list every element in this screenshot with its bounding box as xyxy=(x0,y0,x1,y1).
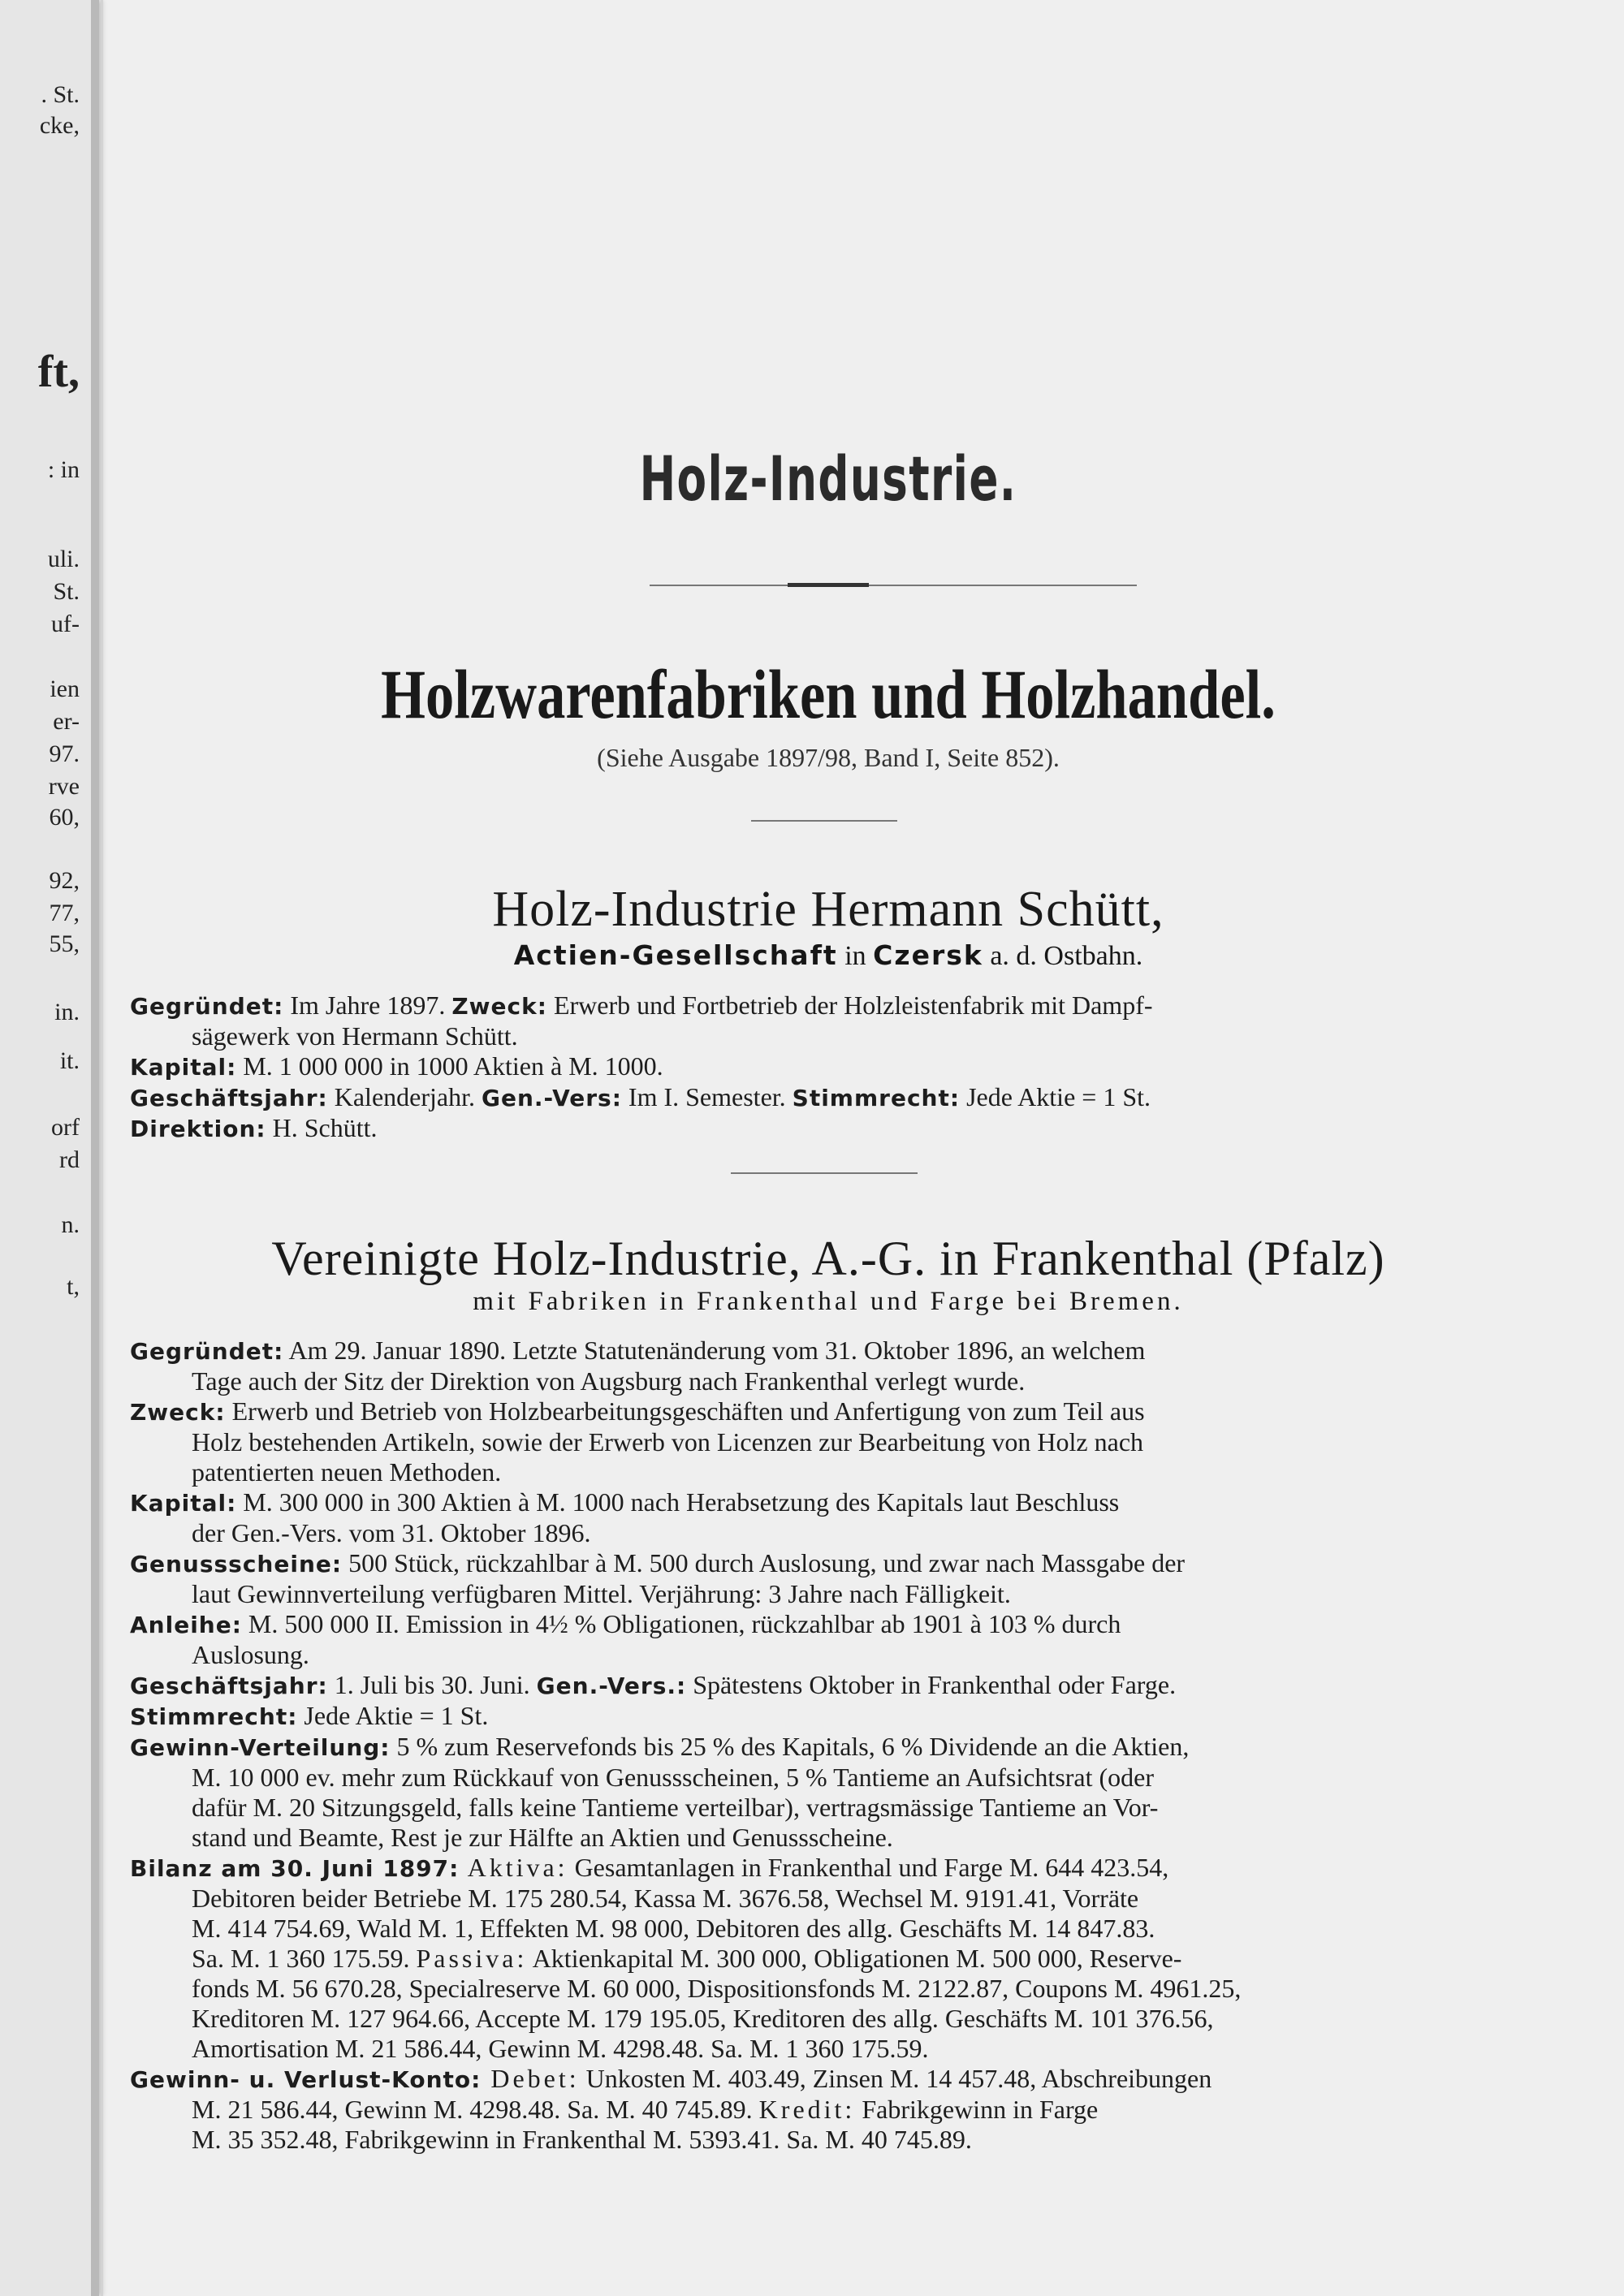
bond-label: Anleihe: xyxy=(130,1612,242,1638)
prev-page-fragment: rve xyxy=(48,773,80,800)
company2-line: Holz bestehenden Artikeln, sowie der Erwerb von Licenzen zur Bearbeitung von Holz nach xyxy=(192,1427,1144,1457)
company2-entries xyxy=(130,1336,1527,2155)
debit-total: M. 21 586.44, Gewinn M. 4298.48. Sa. M. 40 745.89. xyxy=(192,2095,759,2124)
company2-line xyxy=(130,1944,1527,1974)
general-meeting-label: Gen.-Vers: xyxy=(481,1085,622,1111)
profit-loss-label: Gewinn- u. Verlust-Konto: xyxy=(130,2066,482,2093)
prev-page-fragment: 92, xyxy=(49,867,80,894)
founded-text: Am 29. Januar 1890. Letzte Statutenänderung vom 31. Oktober 1896, an welchem xyxy=(283,1336,1146,1365)
prev-page-fragment: in. xyxy=(54,999,80,1025)
title-rule xyxy=(650,585,1137,586)
section-title: Holzwarenfabriken und Holzhandel. xyxy=(381,655,1276,733)
debit-label: Debet: xyxy=(481,2064,580,2093)
company1-subtitle xyxy=(130,939,1527,972)
company2-line xyxy=(130,1548,1527,1579)
prev-page-fragment: . St. xyxy=(41,81,80,108)
company1-line xyxy=(130,1113,1527,1144)
voting-right-text: Jede Aktie = 1 St. xyxy=(297,1701,489,1730)
purpose-text: Erwerb und Fortbetrieb der Holzleistenfabrik mit Dampf- xyxy=(546,990,1153,1020)
general-meeting-text: Im I. Semester. xyxy=(621,1082,793,1111)
previous-page-edge xyxy=(0,0,99,2296)
prev-page-fragment: ien xyxy=(50,675,80,702)
dividend-certificates-text: 500 Stück, rückzahlbar à M. 500 durch Auslosung, und zwar nach Massgabe der xyxy=(342,1548,1186,1577)
company1-town: Czersk xyxy=(873,939,983,971)
balance-label: Bilanz am 30. Juni 1897: xyxy=(130,1855,460,1882)
page-title: Holz-Industrie. xyxy=(639,442,1017,515)
company1-sub-in: in xyxy=(837,941,874,971)
balance-text: Gesamtanlagen in Frankenthal und Farge M. 644 423.54, xyxy=(568,1853,1169,1882)
company2-line xyxy=(130,1732,1527,1763)
prev-page-fragment: 60, xyxy=(49,804,80,831)
capital-label: Kapital: xyxy=(130,1490,237,1517)
voting-right-label: Stimmrecht: xyxy=(792,1085,961,1111)
company2-line xyxy=(130,1701,1527,1732)
liabilities-label: Passiva: xyxy=(416,1944,528,1973)
section-rule xyxy=(751,820,897,822)
fiscal-year-label: Geschäftsjahr: xyxy=(130,1672,328,1699)
prev-page-fragment: 55, xyxy=(49,930,80,957)
dividend-certificates-label: Genussscheine: xyxy=(130,1551,343,1577)
founded-label: Gegründet: xyxy=(130,993,284,1020)
purpose-label: Zweck: xyxy=(130,1399,226,1426)
prev-page-fragment: 77, xyxy=(49,900,80,926)
company1-line xyxy=(130,990,1527,1021)
company2-line xyxy=(130,1396,1527,1427)
company1-form: Actien-Gesellschaft xyxy=(513,939,838,971)
prev-page-fragment: rd xyxy=(59,1146,80,1173)
credit-text: Fabrikgewinn in Farge xyxy=(855,2095,1099,2124)
capital-label: Kapital: xyxy=(130,1054,237,1081)
profit-distribution-text: 5 % zum Reservefonds bis 25 % des Kapitals, 6 % Dividende an die Aktien, xyxy=(390,1732,1190,1761)
liabilities-text: Aktienkapital M. 300 000, Obligationen M. 500 000, Reserve- xyxy=(527,1944,1182,1973)
prev-page-fragment: : in xyxy=(47,456,80,483)
section-subtitle: (Siehe Ausgabe 1897/98, Band I, Seite 852). xyxy=(597,743,1060,772)
bond-text: M. 500 000 II. Emission in 4½ % Obligationen, rückzahlbar ab 1901 à 103 % durch xyxy=(241,1609,1121,1638)
company-rule xyxy=(731,1172,918,1174)
prev-page-fragment: 97. xyxy=(49,740,80,767)
founded-label: Gegründet: xyxy=(130,1338,284,1365)
company2-line: der Gen.-Vers. vom 31. Oktober 1896. xyxy=(192,1518,591,1547)
prev-page-fragment: it. xyxy=(59,1047,80,1074)
voting-right-text: Jede Aktie = 1 St. xyxy=(960,1082,1151,1111)
company2-line: fonds M. 56 670.28, Specialreserve M. 60 000, Dispositionsfonds M. 2122.87, Coupons M. 4961.25, xyxy=(192,1974,1242,2003)
company1-sub-rest: a. d. Ostbahn. xyxy=(983,941,1143,971)
title-rule-center xyxy=(788,583,869,587)
company2-line: Tage auch der Sitz der Direktion von Augsburg nach Frankenthal verlegt wurde. xyxy=(192,1366,1026,1396)
company2-subtitle: mit Fabriken in Frankenthal und Farge bei Bremen. xyxy=(473,1287,1184,1316)
assets-total: Sa. M. 1 360 175.59. xyxy=(192,1944,417,1973)
profit-distribution-label: Gewinn-Verteilung: xyxy=(130,1734,391,1761)
company2-line: dafür M. 20 Sitzungsgeld, falls keine Tantieme verteilbar), vertragsmässige Tantieme an Vor- xyxy=(192,1793,1159,1822)
company2-line xyxy=(130,1670,1527,1701)
general-meeting-text: Spätestens Oktober in Frankenthal oder Farge. xyxy=(686,1670,1177,1699)
company2-line xyxy=(130,2095,1527,2125)
prev-page-fragment: uli. xyxy=(47,546,80,572)
board-text: H. Schütt. xyxy=(266,1113,378,1142)
company2-line: Amortisation M. 21 586.44, Gewinn M. 4298.48. Sa. M. 1 360 175.59. xyxy=(192,2034,929,2063)
credit-label: Kredit: xyxy=(758,2095,856,2124)
fiscal-year-text: Kalenderjahr. xyxy=(327,1082,482,1111)
capital-text: M. 300 000 in 300 Aktien à M. 1000 nach Herabsetzung des Kapitals laut Beschluss xyxy=(236,1487,1120,1517)
purpose-text: Erwerb und Betrieb von Holzbearbeitungsgeschäften und Anfertigung von zum Teil aus xyxy=(225,1396,1145,1426)
company2-line: stand und Beamte, Rest je zur Hälfte an Aktien und Genussscheine. xyxy=(192,1823,893,1852)
company1-line: sägewerk von Hermann Schütt. xyxy=(192,1021,518,1051)
prev-page-fragment: n. xyxy=(61,1211,80,1238)
general-meeting-label: Gen.-Vers.: xyxy=(536,1672,687,1699)
company2-title: Vereinigte Holz-Industrie, A.-G. in Frankenthal (Pfalz) xyxy=(271,1232,1385,1285)
company1-title: Holz-Industrie Hermann Schütt, xyxy=(492,882,1164,937)
company2-line: Auslosung. xyxy=(192,1640,309,1669)
company2-line: Kreditoren M. 127 964.66, Accepte M. 179 195.05, Kreditoren des allg. Geschäfts M. 101 376.56, xyxy=(192,2004,1214,2033)
company1-entries xyxy=(130,990,1527,1144)
company2-line: laut Gewinnverteilung verfügbaren Mittel. Verjährung: 3 Jahre nach Fälligkeit. xyxy=(192,1579,1011,1608)
fiscal-year-label: Geschäftsjahr: xyxy=(130,1085,328,1111)
company2-line xyxy=(130,1609,1527,1640)
prev-page-fragment: t, xyxy=(67,1273,80,1300)
company2-line xyxy=(130,1487,1527,1518)
prev-page-fragment: St. xyxy=(53,578,80,605)
company2-line xyxy=(130,1336,1527,1366)
company1-line xyxy=(130,1051,1527,1082)
assets-label: Aktiva: xyxy=(459,1853,568,1882)
debit-text: Unkosten M. 403.49, Zinsen M. 14 457.48, Abschreibungen xyxy=(579,2064,1212,2093)
prev-page-fragment: orf xyxy=(51,1114,80,1141)
page-gutter xyxy=(101,0,103,2296)
company1-line xyxy=(130,1082,1527,1113)
voting-right-label: Stimmrecht: xyxy=(130,1703,298,1730)
board-label: Direktion: xyxy=(130,1116,266,1142)
prev-page-fragment: uf- xyxy=(51,611,80,637)
prev-page-fragment: cke, xyxy=(39,112,80,139)
company2-line: M. 10 000 ev. mehr zum Rückkauf von Genussscheinen, 5 % Tantieme an Aufsichtsrat (oder xyxy=(192,1763,1155,1792)
company2-line: Debitoren beider Betriebe M. 175 280.54, Kassa M. 3676.58, Wechsel M. 9191.41, Vorräte xyxy=(192,1884,1139,1913)
founded-text: Im Jahre 1897. xyxy=(283,990,452,1020)
company2-line: M. 414 754.69, Wald M. 1, Effekten M. 98 000, Debitoren des allg. Geschäfts M. 14 847.83. xyxy=(192,1914,1155,1943)
purpose-label: Zweck: xyxy=(451,993,547,1020)
company2-line xyxy=(130,1853,1527,1884)
company2-line xyxy=(130,2064,1527,2095)
document-page xyxy=(130,0,1527,2296)
prev-page-fragment: ft, xyxy=(37,347,80,397)
fiscal-year-text: 1. Juli bis 30. Juni. xyxy=(327,1670,537,1699)
company2-line: M. 35 352.48, Fabrikgewinn in Frankenthal M. 5393.41. Sa. M. 40 745.89. xyxy=(192,2125,972,2154)
capital-text: M. 1 000 000 in 1000 Aktien à M. 1000. xyxy=(236,1051,663,1081)
prev-page-fragment: er- xyxy=(53,708,80,735)
company2-line: patentierten neuen Methoden. xyxy=(192,1457,502,1487)
